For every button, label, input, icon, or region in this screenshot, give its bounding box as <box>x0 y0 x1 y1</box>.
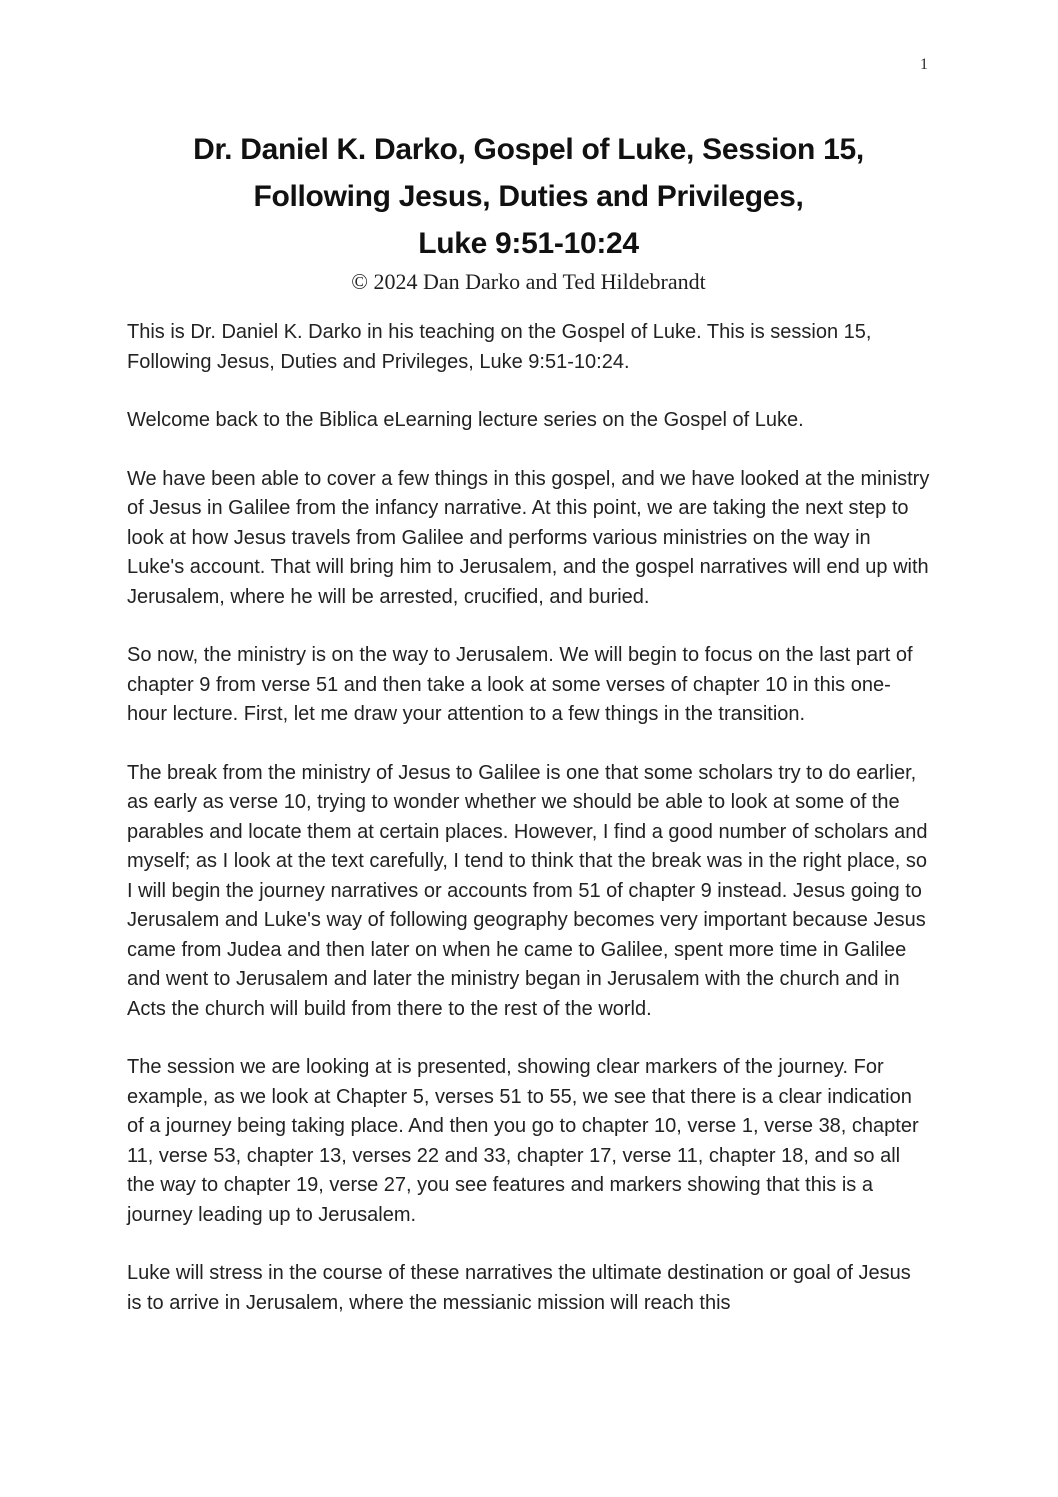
paragraph-3: We have been able to cover a few things in this gospel, and we have looked at the ministry of Jesus in Galilee from the infancy narrative. At this point, we are taking the next step to look at how Jesus travels from Galilee and performs various ministries on the way in Luke's account. That will bring him to Jerusalem, and the gospel narratives will end up with Jerusalem, where he will be arrested, crucified, and buried. <box>127 467 930 608</box>
document-body <box>127 318 930 1318</box>
paragraph-1: This is Dr. Daniel K. Darko in his teaching on the Gospel of Luke. This is session 15, Following Jesus, Duties and Privileges, Luke 9:51-10:24. <box>127 321 872 373</box>
title-line-2: Following Jesus, Duties and Privileges, <box>253 180 804 213</box>
paragraph-4: So now, the ministry is on the way to Jerusalem. We will begin to focus on the last part of chapter 9 from verse 51 and then take a look at some verses of chapter 10 in this one-hour lecture. First, let me draw your attention to a few things in the transition. <box>127 644 913 725</box>
paragraph-5: The break from the ministry of Jesus to Galilee is one that some scholars try to do earlier, as early as verse 10, trying to wonder whether we should be able to look at some of the parables and locate them at certain places. However, I find a good number of scholars and myself; as I look at the text carefully, I tend to think that the break was in the right place, so I will begin the journey narratives or accounts from 51 of chapter 9 instead. Jesus going to Jerusalem and Luke's way of following geography becomes very important because Jesus came from Judea and then later on when he came to Galilee, spent more time in Galilee and went to Jerusalem and later the ministry began in Jerusalem with the church and in Acts the church will build from there to the rest of the world. <box>127 761 928 1020</box>
title-line-1: Dr. Daniel K. Darko, Gospel of Luke, Session 15, <box>193 133 864 166</box>
paragraph-6: The session we are looking at is presented, showing clear markers of the journey. For example, as we look at Chapter 5, verses 51 to 55, we see that there is a clear indication of a journey being taking place. And then you go to chapter 10, verse 1, verse 38, chapter 11, verse 53, chapter 13, verses 22 and 33, chapter 17, verse 11, chapter 18, and so all the way to chapter 19, verse 27, you see features and markers showing that this is a journey leading up to Jerusalem. <box>127 1056 919 1226</box>
document-title <box>127 126 930 267</box>
copyright-line: © 2024 Dan Darko and Ted Hildebrandt <box>351 269 706 294</box>
page-number: 1 <box>920 56 928 73</box>
title-line-3: Luke 9:51-10:24 <box>418 227 639 260</box>
paragraph-2: Welcome back to the Biblica eLearning lecture series on the Gospel of Luke. <box>127 409 804 431</box>
paragraph-7: Luke will stress in the course of these narratives the ultimate destination or goal of Jesus is to arrive in Jerusalem, where the messianic mission will reach this <box>127 1262 911 1314</box>
